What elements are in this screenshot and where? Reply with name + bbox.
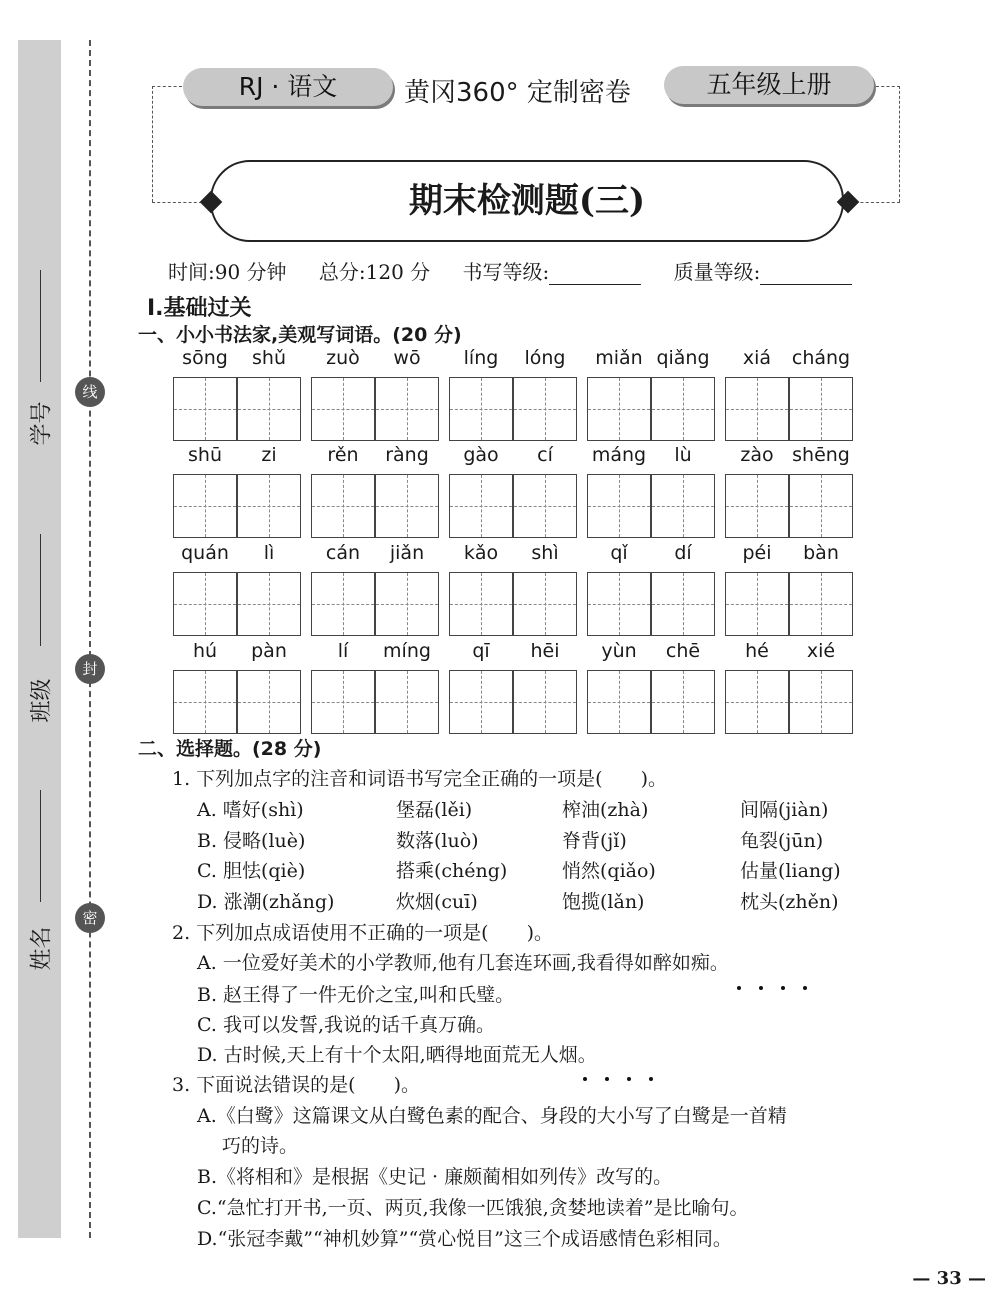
writing-cell[interactable] bbox=[651, 670, 715, 734]
title-frame bbox=[210, 160, 844, 242]
pinyin-label: míng bbox=[383, 640, 431, 662]
pinyin-label: quán bbox=[181, 542, 229, 564]
writing-cell[interactable] bbox=[587, 474, 651, 538]
writing-cell[interactable] bbox=[789, 377, 853, 441]
part-title: Ⅰ.基础过关 bbox=[147, 296, 252, 321]
field-name-line bbox=[40, 790, 41, 902]
section1-title: 一、小小书法家,美观写词语。(20 分) bbox=[138, 324, 462, 346]
writing-cell[interactable] bbox=[587, 377, 651, 441]
seal-seal: 封 bbox=[75, 654, 105, 684]
pinyin-label: zuò bbox=[326, 347, 360, 369]
writing-cell[interactable] bbox=[375, 572, 439, 636]
pinyin-label: chē bbox=[665, 640, 701, 662]
q1-option-item[interactable]: A. 嗜好(shì) bbox=[197, 799, 304, 821]
q2-option-c[interactable]: C. 我可以发誓,我说的话千真万确。 bbox=[197, 1014, 495, 1036]
q2-stem: 2. 下列加点成语使用不正确的一项是( )。 bbox=[172, 922, 553, 944]
writing-grade-label: 书写等级: bbox=[463, 260, 642, 284]
pinyin-label: lí bbox=[337, 640, 349, 662]
quality-grade-label: 质量等级: bbox=[674, 260, 853, 284]
q1-stem: 1. 下列加点字的注音和词语书写完全正确的一项是( )。 bbox=[172, 768, 667, 790]
writing-cell[interactable] bbox=[725, 572, 789, 636]
writing-cell[interactable] bbox=[311, 377, 375, 441]
writing-cell[interactable] bbox=[587, 670, 651, 734]
q1-option-item: 枕头(zhěn) bbox=[740, 891, 839, 913]
quality-grade-blank[interactable] bbox=[760, 266, 852, 285]
writing-grade-blank[interactable] bbox=[549, 266, 641, 285]
writing-cell[interactable] bbox=[513, 572, 577, 636]
pinyin-label: líng bbox=[463, 347, 499, 369]
pinyin-label: qiǎng bbox=[656, 347, 710, 369]
field-class-line bbox=[40, 534, 41, 646]
writing-cell[interactable] bbox=[173, 572, 237, 636]
frame-dash bbox=[152, 202, 202, 203]
pinyin-label: zi bbox=[261, 444, 277, 466]
writing-cell[interactable] bbox=[449, 377, 513, 441]
pinyin-label: hé bbox=[745, 640, 769, 662]
q2-option-b[interactable]: B. 赵王得了一件无价之宝,叫和氏璧。 bbox=[197, 984, 515, 1006]
writing-cell[interactable] bbox=[237, 377, 301, 441]
field-class: 班级 bbox=[29, 678, 55, 723]
pinyin-label: péi bbox=[742, 542, 772, 564]
pinyin-label: wō bbox=[393, 347, 421, 369]
pinyin-label: sōng bbox=[182, 347, 228, 369]
field-name: 姓名 bbox=[29, 926, 55, 971]
section2-title: 二、选择题。(28 分) bbox=[138, 738, 322, 760]
q3-option-d[interactable]: D.“张冠李戴”“神机妙算”“赏心悦目”这三个成语感情色彩相同。 bbox=[197, 1228, 732, 1250]
pinyin-label: shēng bbox=[792, 444, 850, 466]
writing-cell[interactable] bbox=[651, 572, 715, 636]
pinyin-label: shū bbox=[188, 444, 222, 466]
pinyin-label: rěn bbox=[327, 444, 359, 466]
writing-cell[interactable] bbox=[725, 377, 789, 441]
writing-cell[interactable] bbox=[449, 572, 513, 636]
writing-cell[interactable] bbox=[449, 670, 513, 734]
writing-cell[interactable] bbox=[789, 572, 853, 636]
pinyin-label: pàn bbox=[251, 640, 287, 662]
pinyin-label: lù bbox=[674, 444, 692, 466]
pinyin-label: qī bbox=[472, 640, 490, 662]
q1-option-item: 饱揽(lǎn) bbox=[562, 891, 645, 913]
pinyin-label: xié bbox=[806, 640, 836, 662]
q1-option-item[interactable]: B. 侵略(luè) bbox=[197, 830, 306, 852]
writing-cell[interactable] bbox=[375, 474, 439, 538]
page-number: — 33 — bbox=[912, 1268, 986, 1289]
q3-stem: 3. 下面说法错误的是( )。 bbox=[172, 1074, 420, 1096]
writing-cell[interactable] bbox=[375, 377, 439, 441]
writing-cell[interactable] bbox=[449, 474, 513, 538]
pinyin-label: shì bbox=[531, 542, 559, 564]
q1-option-item: 搭乘(chéng) bbox=[396, 860, 508, 882]
field-student-id: 学号 bbox=[29, 401, 55, 446]
emphasis-dots bbox=[583, 1066, 653, 1085]
pinyin-label: cí bbox=[537, 444, 553, 466]
q1-option-item: 堡磊(lěi) bbox=[396, 799, 473, 821]
writing-cell[interactable] bbox=[513, 670, 577, 734]
field-student-id-line bbox=[40, 270, 41, 382]
q1-option-item: 炊烟(cuī) bbox=[396, 891, 478, 913]
writing-cell[interactable] bbox=[237, 572, 301, 636]
pinyin-label: dí bbox=[674, 542, 692, 564]
writing-cell[interactable] bbox=[311, 572, 375, 636]
pinyin-label: xiá bbox=[742, 347, 772, 369]
binding-cut-line bbox=[89, 40, 91, 1238]
frame-dash bbox=[152, 86, 153, 202]
page-title: 期末检测题(三) bbox=[408, 181, 646, 221]
pinyin-label: bàn bbox=[803, 542, 839, 564]
writing-cell[interactable] bbox=[587, 572, 651, 636]
writing-cell[interactable] bbox=[725, 474, 789, 538]
q1-option-item: 悄然(qiǎo) bbox=[562, 860, 656, 882]
q1-option-item[interactable]: C. 胆怯(qiè) bbox=[197, 860, 306, 882]
writing-cell[interactable] bbox=[513, 474, 577, 538]
writing-cell[interactable] bbox=[513, 377, 577, 441]
writing-cell[interactable] bbox=[237, 474, 301, 538]
writing-cell[interactable] bbox=[237, 670, 301, 734]
pinyin-label: kǎo bbox=[463, 542, 499, 564]
series-name: 黄冈360° 定制密卷 bbox=[404, 78, 631, 108]
grade-tag: 五年级上册 bbox=[664, 66, 874, 104]
pinyin-label: qǐ bbox=[610, 542, 628, 564]
writing-cell[interactable] bbox=[173, 670, 237, 734]
pinyin-label: máng bbox=[591, 444, 647, 466]
q3-option-a-cont: 巧的诗。 bbox=[222, 1135, 299, 1157]
pinyin-label: cháng bbox=[791, 347, 851, 369]
pinyin-label: lóng bbox=[524, 347, 566, 369]
pinyin-label: shǔ bbox=[252, 347, 286, 369]
exam-total: 总分:120 分 bbox=[318, 260, 431, 284]
writing-cell[interactable] bbox=[651, 377, 715, 441]
q2-option-d[interactable]: D. 古时候,天上有十个太阳,晒得地面荒无人烟。 bbox=[197, 1044, 597, 1066]
exam-info bbox=[168, 256, 878, 285]
writing-cell[interactable] bbox=[789, 670, 853, 734]
frame-dash bbox=[876, 86, 900, 87]
pinyin-label: gào bbox=[463, 444, 499, 466]
q1-option-item: 间隔(jiàn) bbox=[740, 799, 829, 821]
emphasis-dots bbox=[737, 975, 807, 994]
q3-option-a[interactable]: A.《白鹭》这篇课文从白鹭色素的配合、身段的大小写了白鹭是一首精 bbox=[197, 1105, 787, 1127]
q1-option-item: 数落(luò) bbox=[396, 830, 479, 852]
frame-dash bbox=[899, 86, 900, 202]
pinyin-label: hēi bbox=[530, 640, 560, 662]
seal-line: 线 bbox=[75, 377, 105, 407]
q1-option-item[interactable]: D. 涨潮(zhǎng) bbox=[197, 891, 335, 913]
frame-dash bbox=[152, 86, 182, 87]
subject-tag: RJ · 语文 bbox=[183, 68, 393, 106]
q1-option-item: 估量(liang) bbox=[740, 860, 841, 882]
pinyin-label: lì bbox=[263, 542, 275, 564]
pinyin-label: hú bbox=[192, 640, 218, 662]
writing-cell[interactable] bbox=[173, 377, 237, 441]
q3-option-c[interactable]: C.“急忙打开书,一页、两页,我像一匹饿狼,贪婪地读着”是比喻句。 bbox=[197, 1197, 749, 1219]
writing-cell[interactable] bbox=[173, 474, 237, 538]
writing-cell[interactable] bbox=[789, 474, 853, 538]
q3-option-b[interactable]: B.《将相和》是根据《史记 · 廉颇蔺相如列传》改写的。 bbox=[197, 1166, 673, 1188]
q1-option-item: 龟裂(jūn) bbox=[740, 830, 824, 852]
q2-option-a[interactable]: A. 一位爱好美术的小学教师,他有几套连环画,我看得如醉如痴。 bbox=[197, 952, 729, 974]
writing-cell[interactable] bbox=[375, 670, 439, 734]
q1-option-item: 脊背(jǐ) bbox=[562, 830, 627, 852]
pinyin-label: zào bbox=[740, 444, 774, 466]
pinyin-label: miǎn bbox=[595, 347, 643, 369]
writing-cell[interactable] bbox=[651, 474, 715, 538]
writing-cell[interactable] bbox=[311, 474, 375, 538]
pinyin-label: ràng bbox=[385, 444, 429, 466]
pinyin-label: jiǎn bbox=[389, 542, 425, 564]
q1-option-item: 榨油(zhà) bbox=[562, 799, 649, 821]
exam-time: 时间:90 分钟 bbox=[168, 260, 287, 284]
pinyin-label: yùn bbox=[601, 640, 637, 662]
writing-cell[interactable] bbox=[311, 670, 375, 734]
writing-cell[interactable] bbox=[725, 670, 789, 734]
seal-secret: 密 bbox=[75, 903, 105, 933]
pinyin-label: cán bbox=[325, 542, 361, 564]
